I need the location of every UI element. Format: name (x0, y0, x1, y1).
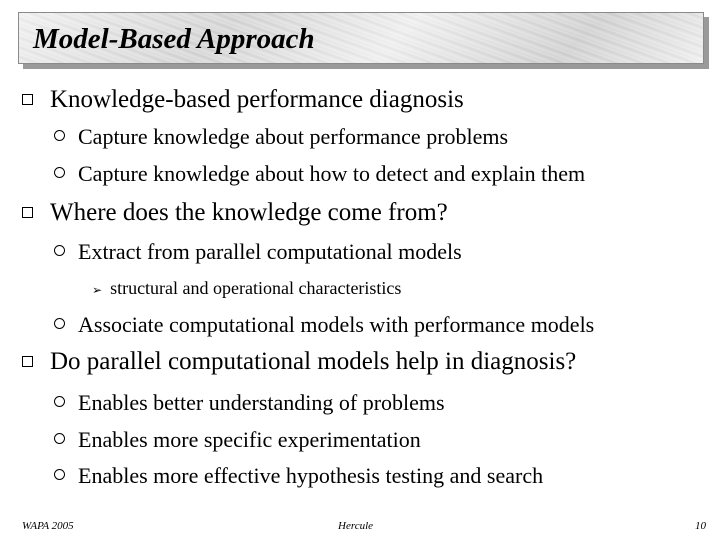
bullet-text: Do parallel computational models help in diagnosis? (50, 348, 577, 375)
sub-bullet (54, 427, 421, 453)
page-number: 10 (695, 520, 706, 532)
arrow-bullet-icon: ➢ (92, 283, 103, 297)
slide-title: Model-Based Approach (33, 23, 315, 55)
bullet-text: Knowledge-based performance diagnosis (50, 86, 464, 113)
sub-sub-bullet (92, 278, 401, 299)
sub-bullet-text: Extract from parallel computational models (78, 239, 462, 264)
circle-bullet-icon (54, 396, 65, 407)
bullet-knowledge-source (22, 199, 448, 227)
square-bullet-icon (22, 207, 33, 218)
sub-bullet-text: Capture knowledge about performance problems (78, 124, 509, 149)
bullet-knowledge-based (22, 86, 464, 114)
sub-bullet (54, 390, 445, 416)
title-bar (18, 12, 704, 64)
square-bullet-icon (22, 356, 33, 367)
circle-bullet-icon (54, 167, 65, 178)
circle-bullet-icon (54, 433, 65, 444)
circle-bullet-icon (54, 245, 65, 256)
square-bullet-icon (22, 94, 33, 105)
sub-bullet-text: Associate computational models with performance models (78, 312, 595, 337)
sub-sub-bullet-text: structural and operational characteristics (110, 278, 402, 298)
circle-bullet-icon (54, 318, 65, 329)
bullet-text: Where does the knowledge come from? (50, 199, 448, 226)
sub-bullet-text: Enables better understanding of problems (78, 390, 445, 415)
sub-bullet (54, 161, 585, 187)
circle-bullet-icon (54, 469, 65, 480)
sub-bullet-text: Enables more effective hypothesis testing and search (78, 463, 544, 488)
sub-bullet-text: Enables more specific experimentation (78, 427, 421, 452)
bullet-parallel-models (22, 348, 576, 376)
sub-bullet-text: Capture knowledge about how to detect and explain them (78, 161, 586, 186)
sub-bullet (54, 463, 543, 489)
circle-bullet-icon (54, 130, 65, 141)
footer-conference: WAPA 2005 (22, 520, 74, 532)
sub-bullet (54, 312, 594, 338)
sub-bullet (54, 239, 462, 265)
footer-project: Hercule (338, 520, 374, 532)
sub-bullet (54, 124, 508, 150)
